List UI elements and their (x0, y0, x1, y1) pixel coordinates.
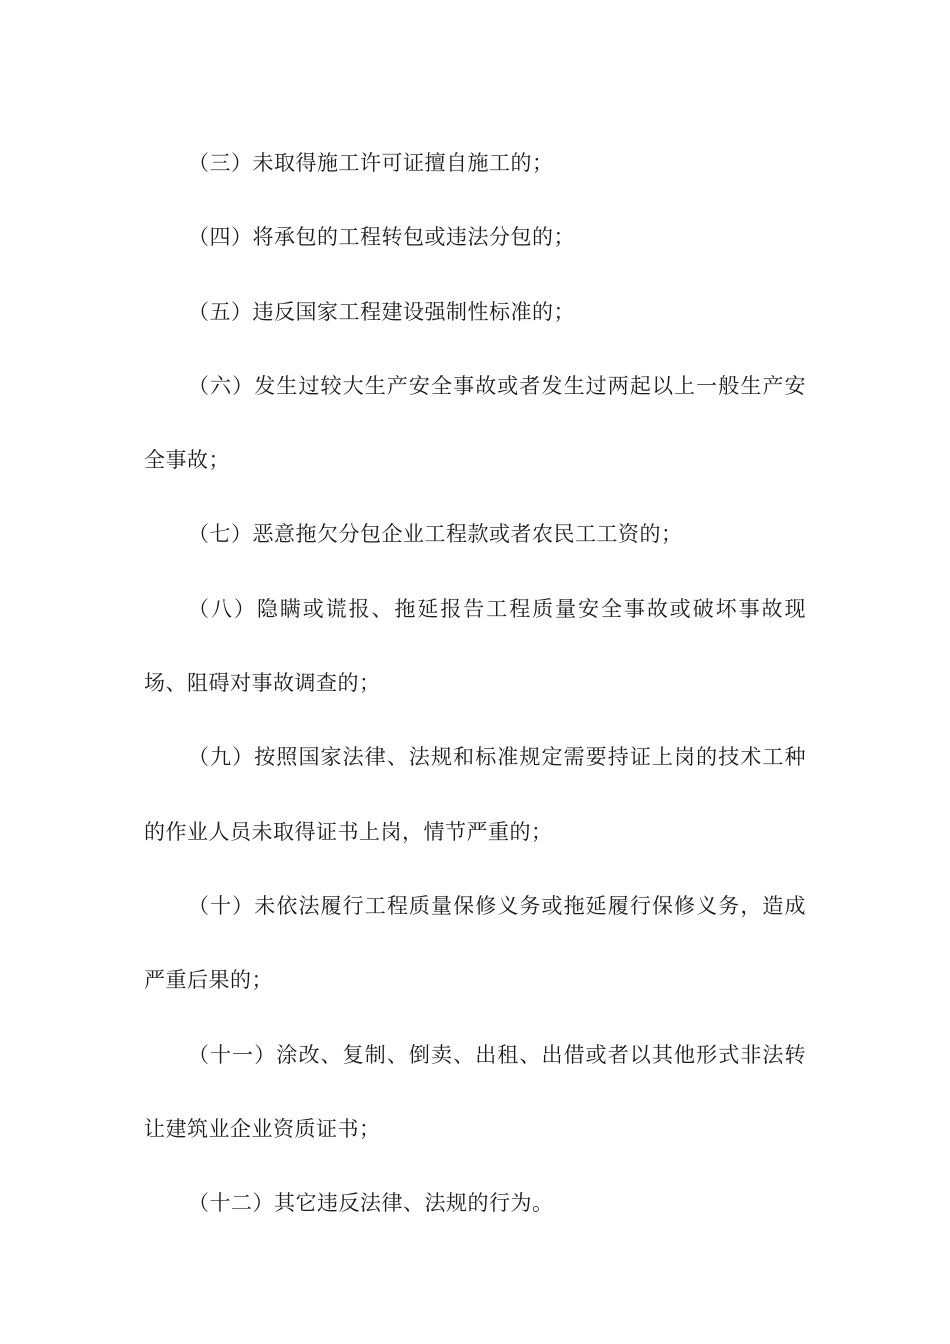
document-body (144, 126, 806, 1240)
paragraph-item-6: （六）发生过较大生产安全事故或者发生过两起以上一般生产安全事故； (144, 373, 806, 473)
paragraph-item-10: （十）未依法履行工程质量保修义务或拖延履行保修义务，造成严重后果的； (144, 893, 806, 993)
paragraph-item-3: （三）未取得施工许可证擅自施工的； (188, 151, 554, 175)
paragraph-item-11: （十一）涂改、复制、倒卖、出租、出借或者以其他形式非法转让建筑业企业资质证书； (144, 1042, 806, 1141)
paragraph-item-7: （七）恶意拖欠分包企业工程款或者农民工工资的； (188, 522, 683, 547)
paragraph-item-8: （八）隐瞒或谎报、拖延报告工程质量安全事故或破坏事故现场、阻碍对事故调查的； (144, 596, 806, 696)
paragraph-item-4: （四）将承包的工程转包或违法分包的； (188, 225, 575, 250)
paragraph-item-5: （五）违反国家工程建设强制性标准的； (188, 299, 575, 324)
paragraph-item-12: （十二）其它违反法律、法规的行为。 (188, 1191, 554, 1216)
paragraph-item-9: （九）按照国家法律、法规和标准规定需要持证上岗的技术工种的作业人员未取得证书上岗，情节严重的； (144, 745, 806, 844)
